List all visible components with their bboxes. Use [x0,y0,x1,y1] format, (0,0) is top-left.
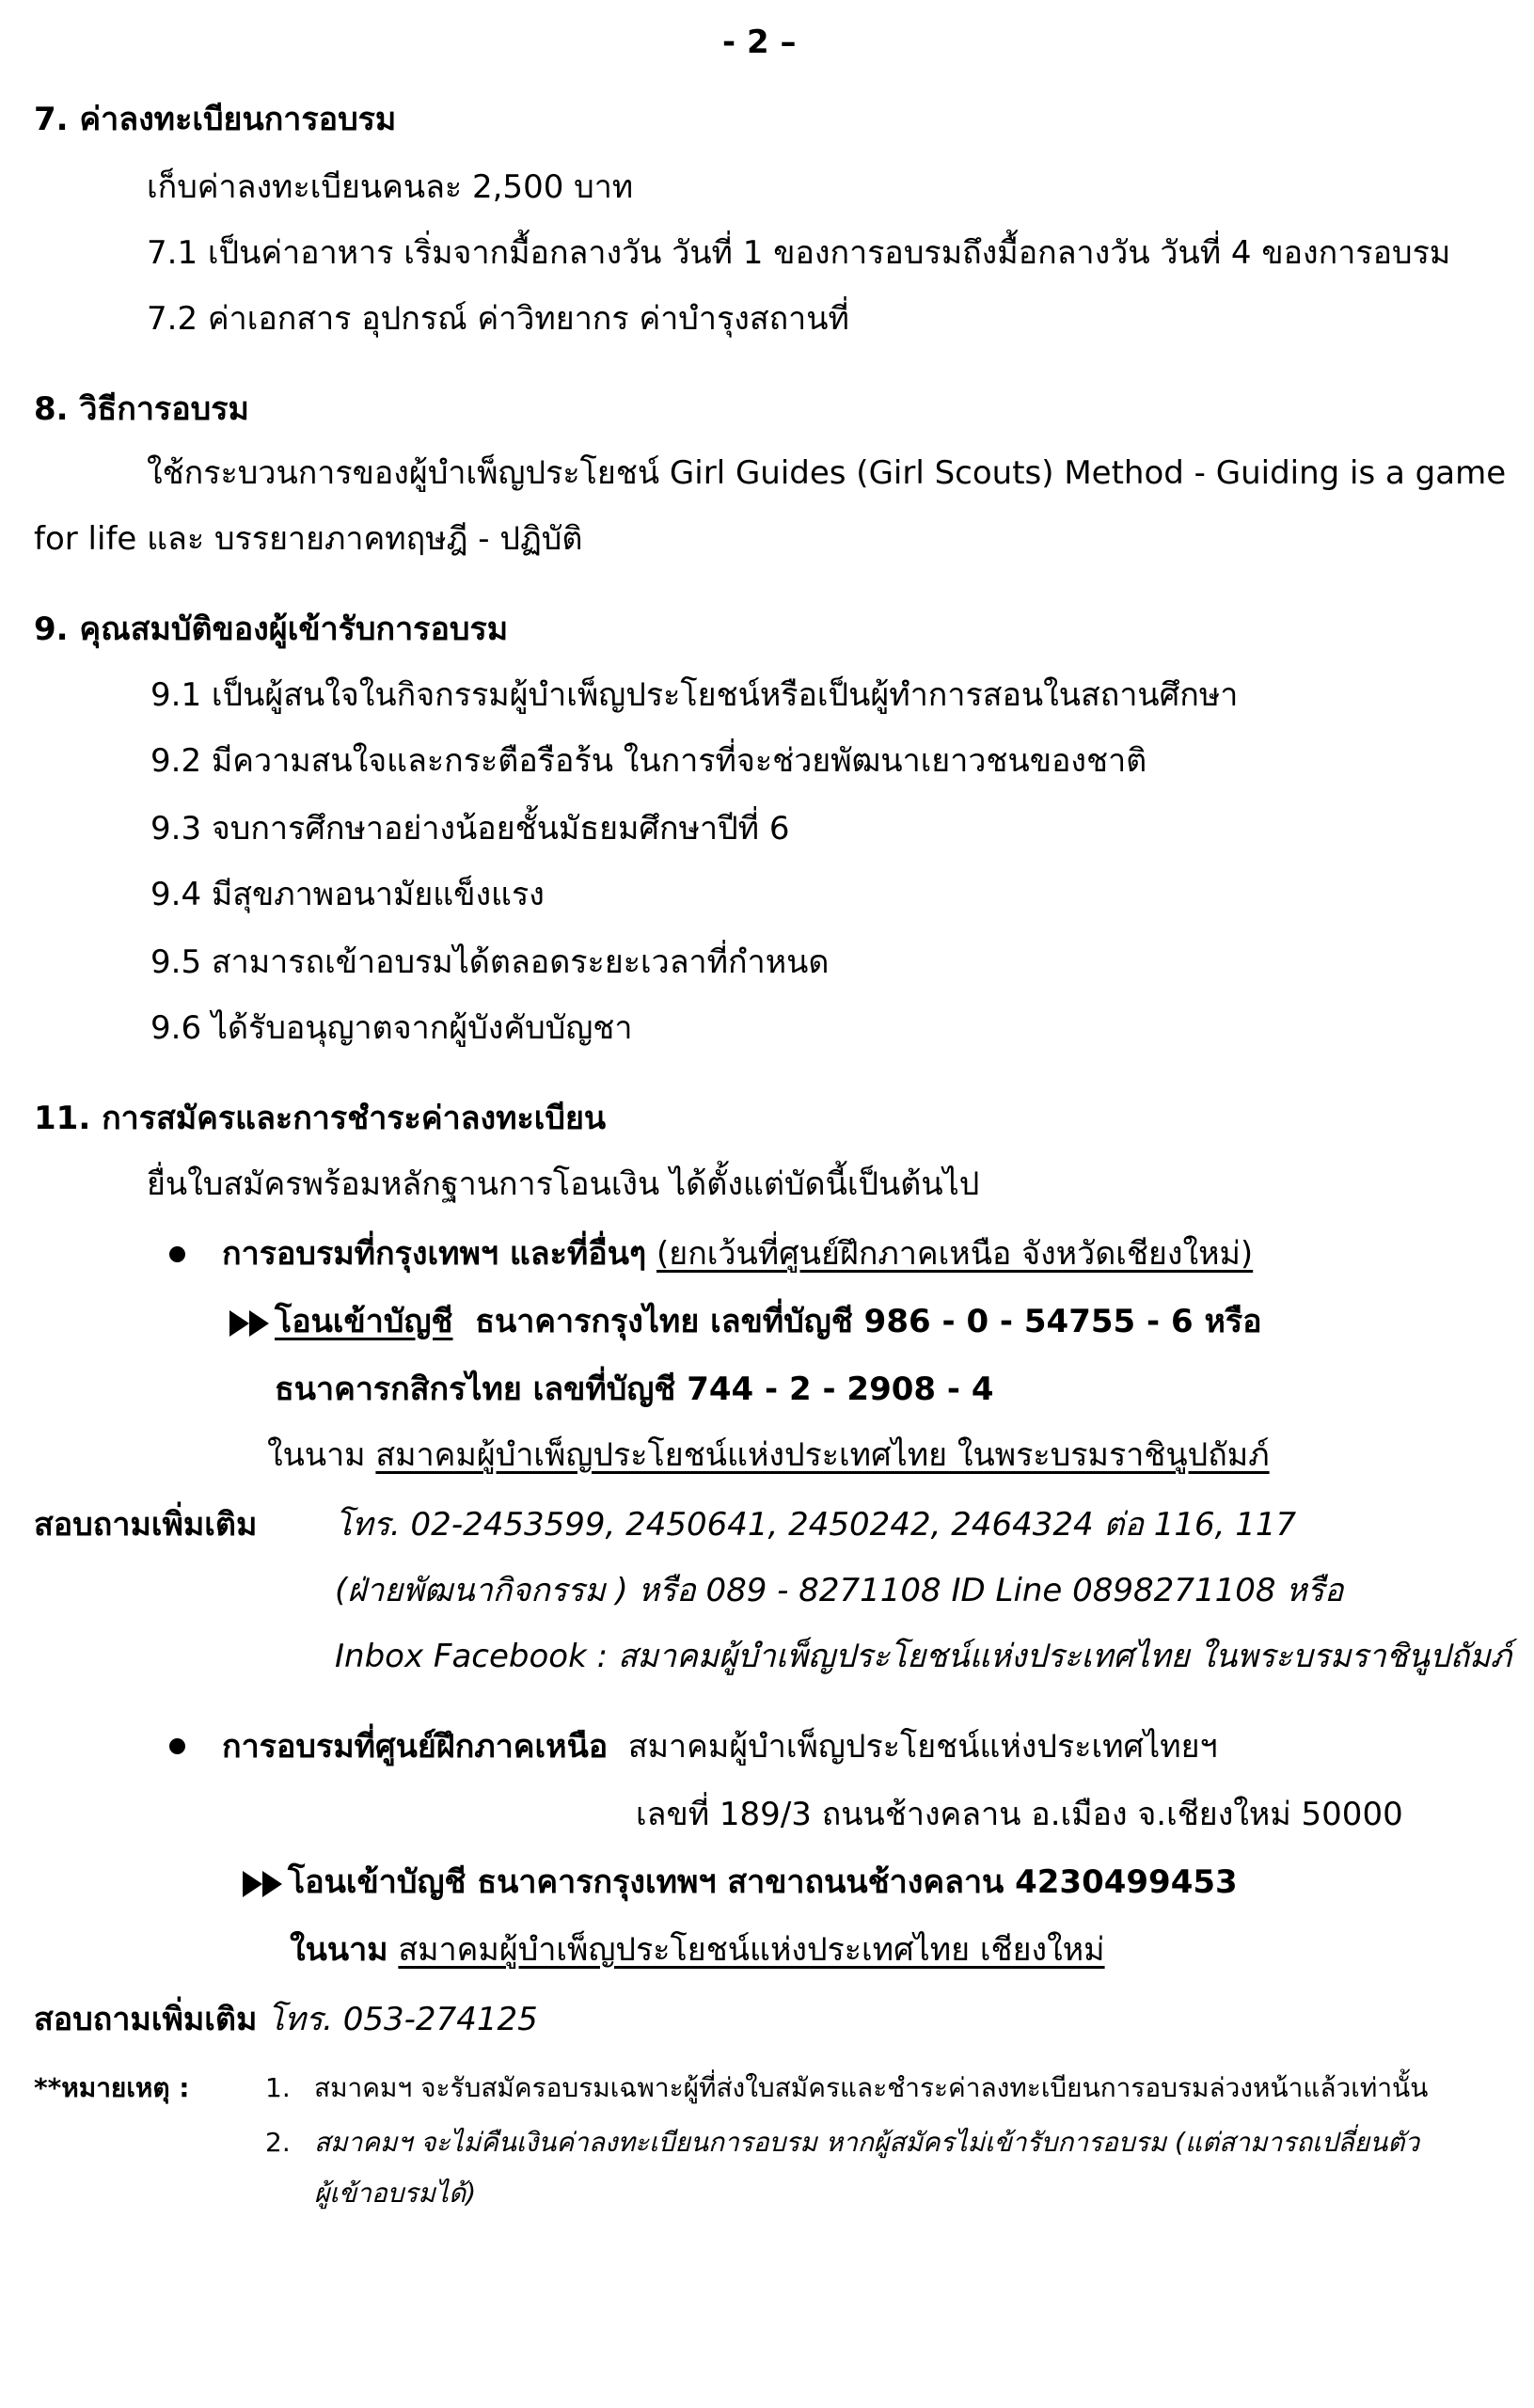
bangkok-training-title: การอบรมที่กรุงเทพฯ และที่อื่นๆ [222,1235,647,1273]
contact-2-line [34,2001,538,2038]
north-training-address: เลขที่ 189/3 ถนนช้างคลาน อ.เมือง จ.เชียงใหม่ 50000 [636,1796,1403,1833]
bullet-icon [169,1246,185,1262]
note-2-text-cont: ผู้เข้าอบรมได้) [314,2178,477,2209]
north-transfer-text: โอนเข้าบัญชี ธนาคารกรุงเทพฯ สาขาถนนช้างคลาน 4230499453 [288,1863,1238,1901]
contact-2-phone: โทร. 053-274125 [267,2001,538,2038]
contact-1-phone: โทร. 02-2453599, 2450641, 2450242, 2464324 ต่อ 116, 117 [335,1506,1297,1544]
section-11-heading: 11. การสมัครและการชำระค่าลงทะเบียน [34,1100,607,1137]
north-account-name: สมาคมผู้บำเพ็ญประโยชน์แห่งประเทศไทย เชียงใหม่ [398,1931,1105,1969]
bangkok-bank-2: ธนาคารกสิกรไทย เลขที่บัญชี 744 - 2 - 2908 - 4 [275,1370,994,1408]
bangkok-bank-1: ธนาคารกรุงไทย เลขที่บัญชี 986 - 0 - 54755 - 6 หรือ [475,1303,1262,1340]
north-training-org: สมาคมผู้บำเพ็ญประโยชน์แห่งประเทศไทยฯ [627,1728,1218,1766]
section-11-intro: ยื่นใบสมัครพร้อมหลักฐานการโอนเงิน ได้ตั้งแต่บัดนี้เป็นต้นไป [147,1165,980,1203]
bangkok-account-name-prefix: ในนาม [267,1436,366,1474]
section-8-line-2: for life และ บรรยายภาคทฤษฎี - ปฏิบัติ [34,520,583,558]
section-9-item: 9.1 เป็นผู้สนใจในกิจกรรมผู้บำเพ็ญประโยชน์หรือเป็นผู้ทำการสอนในสถานศึกษา [150,676,1239,714]
bangkok-training-line [222,1235,1254,1273]
section-7-fee: เก็บค่าลงทะเบียนคนละ 2,500 บาท [147,168,634,206]
contact-1-facebook: Inbox Facebook : สมาคมผู้บำเพ็ญประโยชน์แห่งประเทศไทย ในพระบรมราชินูปถัมภ์ [335,1638,1512,1675]
north-account-name-prefix: ในนาม [290,1931,388,1969]
page-number: - 2 – [722,24,797,61]
contact-2-label: สอบถามเพิ่มเติม [34,2001,258,2038]
note-1-number: 1. [265,2072,291,2103]
section-8-line-1: ใช้กระบวนการของผู้บำเพ็ญประโยชน์ Girl Guides (Girl Scouts) Method - Guiding is a game [147,454,1507,492]
contact-1-label: สอบถามเพิ่มเติม [34,1506,258,1544]
section-9-item: 9.3 จบการศึกษาอย่างน้อยชั้นมัธยมศึกษาปีที่ 6 [150,810,790,848]
north-transfer-line [243,1863,1238,1901]
bangkok-account-name-line [267,1436,1270,1474]
section-7-item-1: 7.1 เป็นค่าอาหาร เริ่มจากมื้อกลางวัน วันที่ 1 ของการอบรมถึงมื้อกลางวัน วันที่ 4 ของการอบรม [147,234,1451,272]
bangkok-account-name: สมาคมผู้บำเพ็ญประโยชน์แห่งประเทศไทย ในพระบรมราชินูปถัมภ์ [375,1436,1270,1474]
section-9-item: 9.5 สามารถเข้าอบรมได้ตลอดระยะเวลาที่กำหนด [150,943,830,981]
section-7-item-2: 7.2 ค่าเอกสาร อุปกรณ์ ค่าวิทยากร ค่าบำรุงสถานที่ [147,300,849,338]
double-arrow-right-icon [229,1307,273,1339]
notes-label: **หมายเหตุ : [34,2072,190,2103]
section-9-item: 9.2 มีความสนใจและกระตือรือร้น ในการที่จะช่วยพัฒนาเยาวชนของชาติ [150,742,1147,780]
north-training-title: การอบรมที่ศูนย์ฝึกภาคเหนือ [222,1728,609,1766]
section-9-item: 9.4 มีสุขภาพอนามัยแข็งแรง [150,876,545,913]
section-9-item: 9.6 ได้รับอนุญาตจากผู้บังคับบัญชา [150,1009,633,1047]
note-2-text: สมาคมฯ จะไม่คืนเงินค่าลงทะเบียนการอบรม หากผู้สมัครไม่เข้ารับการอบรม (แต่สามารถเปลี่ยนตัว [314,2127,1420,2158]
section-9-heading: 9. คุณสมบัติของผู้เข้ารับการอบรม [34,610,509,648]
section-7-heading: 7. ค่าลงทะเบียนการอบรม [34,101,397,138]
bullet-icon [169,1738,185,1754]
bangkok-training-exception: (ยกเว้นที่ศูนย์ฝึกภาคเหนือ จังหวัดเชียงใหม่) [656,1235,1254,1273]
note-1-text: สมาคมฯ จะรับสมัครอบรมเฉพาะผู้ที่ส่งใบสมัครและชำระค่าลงทะเบียนการอบรมล่วงหน้าแล้วเท่านั้น [314,2072,1429,2103]
bangkok-transfer-label: โอนเข้าบัญชี [275,1303,453,1340]
bangkok-transfer-line [229,1303,1262,1340]
double-arrow-right-icon [243,1868,286,1900]
section-8-heading: 8. วิธีการอบรม [34,390,249,428]
note-2-number: 2. [265,2127,291,2158]
north-account-name-line [290,1931,1105,1969]
contact-1-line-2: (ฝ่ายพัฒนากิจกรรม ) หรือ 089 - 8271108 ID Line 0898271108 หรือ [335,1572,1344,1609]
north-training-line [222,1728,1218,1766]
